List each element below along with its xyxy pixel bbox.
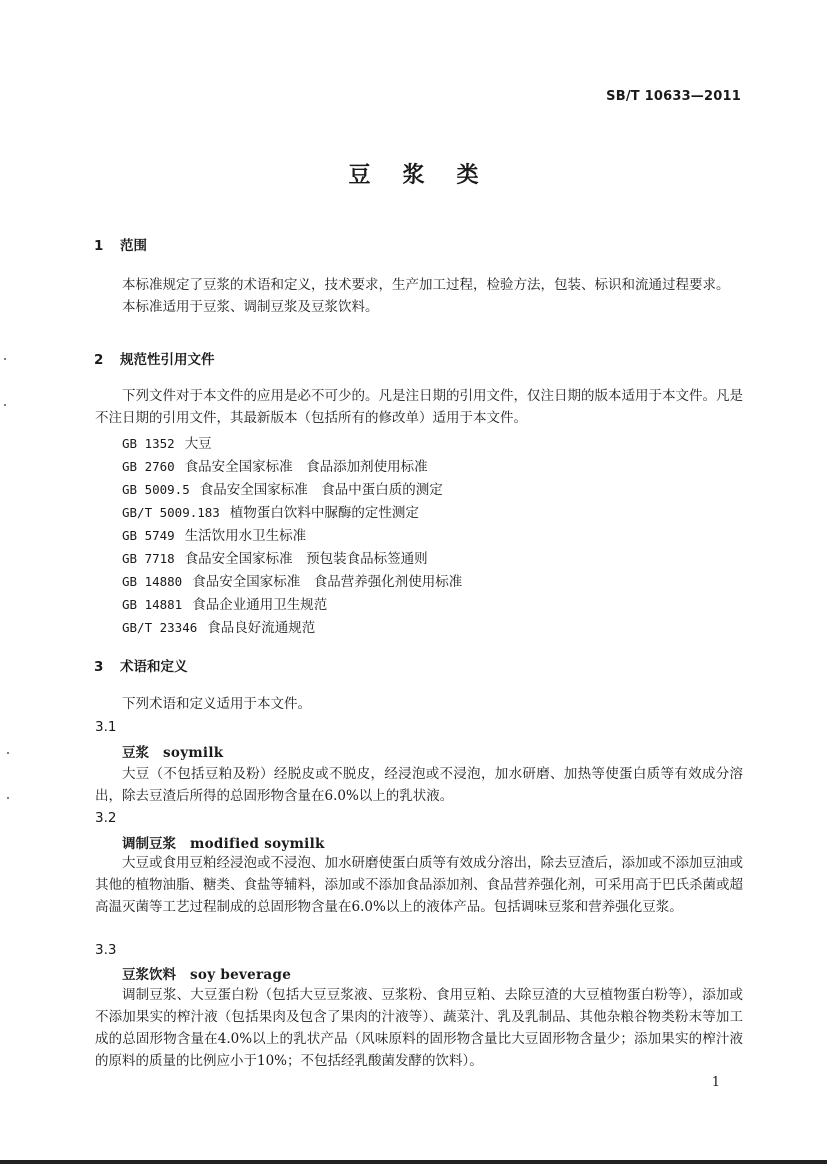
scan-speck	[7, 797, 9, 799]
document-title: 豆浆类	[348, 163, 511, 188]
reference-item	[122, 524, 742, 547]
section-title: 术语和定义	[120, 659, 188, 675]
reference-item	[122, 570, 742, 593]
section-number: 2	[94, 352, 104, 368]
section-title: 范围	[120, 238, 147, 254]
reference-title: 食品良好流通规范	[207, 620, 316, 636]
reference-code: GB 5009.5	[122, 482, 190, 497]
section-number: 1	[94, 238, 104, 254]
term-heading	[122, 832, 325, 852]
term-heading	[122, 741, 223, 761]
scan-speck	[4, 404, 6, 406]
reference-item	[122, 616, 742, 639]
bottom-rule	[0, 1160, 827, 1164]
reference-item	[122, 501, 742, 524]
term-zh: 调制豆浆	[122, 836, 176, 852]
reference-title: 生活饮用水卫生标准	[184, 528, 307, 544]
reference-item	[122, 432, 742, 455]
reference-code: GB 14880	[122, 574, 183, 589]
term-definition: 大豆或食用豆粕经浸泡或不浸泡、加水研磨使蛋白质等有效成分溶出，除去豆渣后，添加或不添加豆油或其他的植物油脂、糖类、食盐等辅料，添加或不添加食品添加剂、食品营养强化剂，可采用高于巴氏杀菌或超高温灭菌等工艺过程制成的总固形物含量在6.0%以上的液体产品。包括调味豆浆和营养强化豆浆。	[95, 855, 743, 915]
section-title: 规范性引用文件	[120, 352, 215, 368]
section-2-heading	[94, 348, 215, 368]
term-zh: 豆浆饮料	[122, 967, 176, 983]
reference-title: 食品安全国家标准 食品添加剂使用标准	[184, 459, 428, 475]
term-definition: 大豆（不包括豆粕及粉）经脱皮或不脱皮，经浸泡或不浸泡，加水研磨、加热等使蛋白质等有效成分溶出，除去豆渣后所得的总固形物含量在6.0%以上的乳状液。	[95, 766, 743, 804]
page-number: 1	[711, 1075, 720, 1090]
term-heading	[122, 963, 291, 983]
reference-title: 食品安全国家标准 食品中蛋白质的测定	[199, 482, 443, 498]
references-intro: 下列文件对于本文件的应用是必不可少的。凡是注日期的引用文件，仅注日期的版本适用于本文件。凡是不注日期的引用文件，其最新版本（包括所有的修改单）适用于本文件。	[95, 388, 743, 426]
reference-code: GB 2760	[122, 459, 175, 474]
reference-title: 植物蛋白饮料中脲酶的定性测定	[229, 505, 419, 521]
term-en: soymilk	[163, 745, 224, 761]
clause-number: 3.1	[95, 719, 117, 735]
reference-code: GB/T 23346	[122, 620, 198, 635]
term-en: modified soymilk	[190, 836, 325, 852]
reference-title: 食品安全国家标准 预包装食品标签通则	[184, 551, 428, 567]
reference-code: GB 5749	[122, 528, 175, 543]
scan-speck	[7, 752, 9, 754]
reference-item	[122, 593, 742, 616]
section-1-heading	[94, 234, 147, 254]
reference-code: GB 1352	[122, 436, 175, 451]
term-en: soy beverage	[190, 967, 292, 983]
scope-paragraph-2: 本标准适用于豆浆、调制豆浆及豆浆饮料。	[122, 299, 379, 315]
scan-speck	[4, 358, 6, 360]
reference-item	[122, 455, 742, 478]
standard-code: SB/T 10633—2011	[606, 89, 741, 104]
clause-number: 3.3	[95, 942, 117, 958]
reference-title: 食品企业通用卫生规范	[192, 597, 328, 613]
scope-paragraph-1: 本标准规定了豆浆的术语和定义，技术要求，生产加工过程，检验方法，包装、标识和流通过程要求。	[122, 277, 730, 293]
reference-title: 大豆	[184, 436, 212, 452]
reference-code: GB/T 5009.183	[122, 505, 220, 520]
reference-code: GB 7718	[122, 551, 175, 566]
section-number: 3	[94, 659, 104, 675]
terms-intro: 下列术语和定义适用于本文件。	[122, 696, 311, 712]
clause-number: 3.2	[95, 810, 117, 826]
term-definition: 调制豆浆、大豆蛋白粉（包括大豆豆浆液、豆浆粉、食用豆粕、去除豆渣的大豆植物蛋白粉等），添加或不添加果实的榨汁液（包括果肉及包含了果肉的汁液等）、蔬菜汁、乳及乳制品、其他杂粮谷物类粉末等加工成的总固形物含量在4.0%以上的乳状产品（风味原料的固形物含量比大豆固形物含量少；添加果实的榨汁液的原料的质量的比例应小于10%；不包括经乳酸菌发酵的饮料）。	[95, 987, 743, 1069]
reference-code: GB 14881	[122, 597, 183, 612]
term-zh: 豆浆	[122, 745, 149, 761]
reference-title: 食品安全国家标准 食品营养强化剂使用标准	[192, 574, 463, 590]
reference-item	[122, 547, 742, 570]
reference-list	[122, 432, 742, 639]
reference-item	[122, 478, 742, 501]
section-3-heading	[94, 655, 188, 675]
